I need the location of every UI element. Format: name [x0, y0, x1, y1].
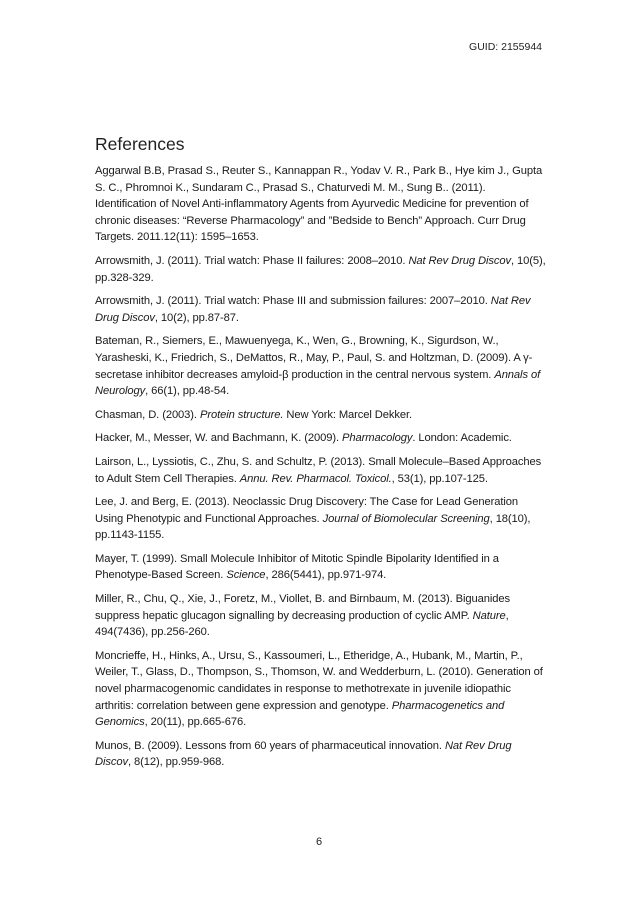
reference-entry	[95, 648, 547, 731]
reference-entry	[95, 407, 547, 424]
reference-text: , 8(12), pp.959-968.	[127, 756, 225, 769]
reference-text: , 494(7436), pp.256-260.	[95, 609, 509, 639]
reference-text: Arrowsmith, J. (2011). Trial watch: Phase III and submission failures: 2007–2010.	[95, 295, 491, 308]
reference-entry	[95, 551, 547, 584]
reference-source: Nature	[472, 609, 506, 622]
reference-text: Mayer, T. (1999). Small Molecule Inhibitor of Mitotic Spindle Bipolarity Identified in a Phenotype-Based Screen.	[95, 552, 499, 582]
reference-text: Moncrieffe, H., Hinks, A., Ursu, S., Kassoumeri, L., Etheridge, A., Hubank, M., Martin, P., Weiler, T., Glass, D., Thompson, S., Thomson, W. and Wedderburn, L. (2010). Generation of novel pharmacogenomic candidates in response to methotrexate in juvenile idiopathic arthritis: correlation between gene expression and genotype.	[95, 649, 543, 712]
reference-text: Munos, B. (2009). Lessons from 60 years of pharmaceutical innovation.	[95, 739, 445, 752]
page-number: 6	[315, 836, 323, 848]
reference-text: Miller, R., Chu, Q., Xie, J., Foretz, M., Viollet, B. and Birnbaum, M. (2013). Biguanides suppress hepatic glucagon signalling by decreasing production of cyclic AMP.	[95, 593, 510, 622]
reference-text: Arrowsmith, J. (2011). Trial watch: Phase II failures: 2008–2010.	[95, 254, 409, 267]
reference-text: , 66(1), pp.48-54.	[145, 385, 230, 398]
reference-source: Protein structure.	[199, 408, 284, 421]
reference-source: Annu. Rev. Pharmacol. Toxicol.	[239, 472, 392, 485]
reference-text: Lairson, L., Lyssiotis, C., Zhu, S. and Schultz, P. (2013). Small Molecule–Based Approaches to Adult Stem Cell Therapies.	[95, 455, 542, 485]
reference-source: Nat Rev Drug Discov	[95, 739, 512, 769]
reference-source: Science	[226, 569, 266, 582]
reference-text: , 18(10), pp.1143-1155.	[95, 512, 531, 542]
reference-entry	[95, 333, 547, 399]
reference-text: Hacker, M., Messer, W. and Bachmann, K. (2009).	[95, 432, 343, 445]
reference-text: , 53(1), pp.107-125.	[391, 472, 488, 485]
reference-entry	[95, 454, 547, 487]
reference-entry	[95, 293, 547, 326]
reference-entry	[95, 430, 547, 447]
reference-source: Nat Rev Drug Discov	[408, 254, 511, 267]
reference-text: Aggarwal B.B, Prasad S., Reuter S., Kannappan R., Yodav V. R., Park B., Hye kim J., Gupta S. C., Phromnoi K., Sundaram C., Prasad S., Chaturvedi M. M., Sung B.. (2011). Identification of Novel Anti-inflammatory Agents from Ayurvedic Medicine for prevention of chronic diseases: “Reverse Pharmacology” and ”Bedside to Bench” Approach. Curr Drug Targets. 2011.12(11): 1595–1653.	[95, 165, 543, 244]
reference-text: Lee, J. and Berg, E. (2013). Neoclassic Drug Discovery: The Case for Lead Generation Using Phenotypic and Functional Approaches.	[95, 496, 518, 525]
reference-source: Pharmacogenetics and Genomics	[95, 699, 505, 729]
reference-entry	[95, 494, 547, 544]
references-heading: References	[95, 134, 185, 154]
reference-source: Journal of Biomolecular Screening	[322, 512, 490, 525]
reference-text: New York: Marcel Dekker.	[283, 408, 413, 421]
reference-entry	[95, 738, 547, 771]
reference-source: Pharmacology	[342, 432, 413, 445]
document-guid: GUID: 2155944	[469, 41, 542, 53]
reference-entry	[95, 591, 547, 641]
reference-text: , 286(5441), pp.971-974.	[265, 569, 387, 582]
reference-text: . London: Academic.	[412, 432, 512, 445]
reference-text: , 10(5), pp.328-329.	[95, 254, 546, 284]
reference-entry	[95, 163, 547, 246]
reference-list	[95, 163, 547, 778]
reference-text: , 10(2), pp.87-87.	[154, 311, 239, 324]
reference-text: Bateman, R., Siemers, E., Mawuenyega, K., Wen, G., Browning, K., Sigurdson, W., Yarasheski, K., Friedrich, S., DeMattos, R., May, P., Paul, S. and Holtzman, D. (2009). A γ-secretase inhibitor decreases amyloid-β production in the central nervous system.	[95, 335, 533, 381]
reference-source: Annals of Neurology	[95, 368, 541, 398]
reference-entry	[95, 253, 547, 286]
reference-source: Nat Rev Drug Discov	[95, 295, 531, 324]
reference-text: Chasman, D. (2003).	[95, 408, 200, 421]
reference-text: , 20(11), pp.665-676.	[144, 716, 247, 729]
